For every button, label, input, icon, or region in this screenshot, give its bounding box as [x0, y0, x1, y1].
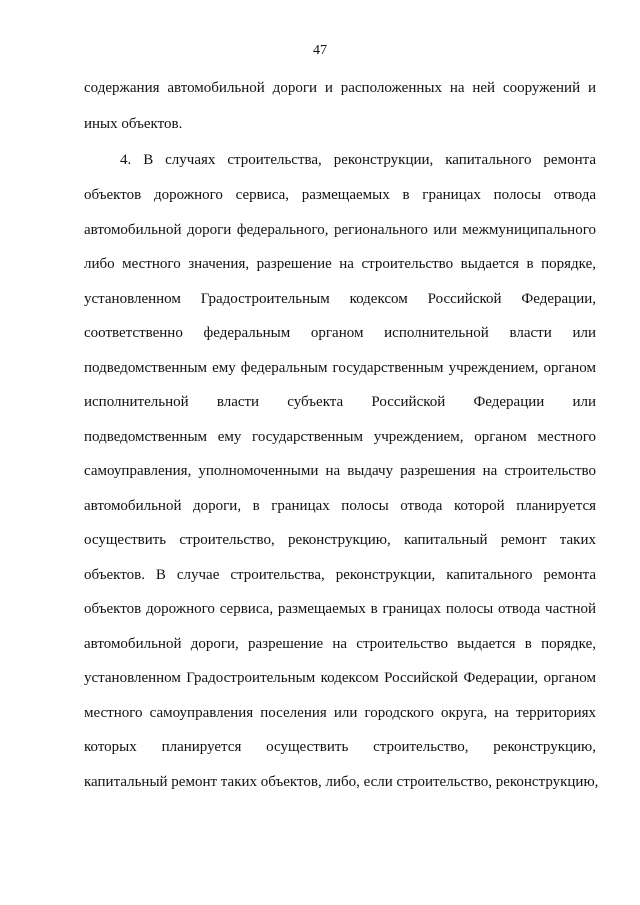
- text-line: либо местного значения, разрешение на строительство выдается в порядке,: [84, 256, 596, 272]
- text-line: установленном Градостроительным кодексом Российской Федерации, органом: [84, 670, 596, 686]
- text-line: местного самоуправления поселения или городского округа, на территориях: [84, 705, 596, 721]
- text-line: содержания автомобильной дороги и расположенных на ней сооружений и: [84, 80, 596, 96]
- text-line: капитальный ремонт таких объектов, либо, если строительство, реконструкцию,: [84, 774, 599, 790]
- text-line: объектов дорожного сервиса, размещаемых в границах полосы отвода частной: [84, 601, 596, 617]
- text-line: подведомственным ему федеральным государственным учреждением, органом: [84, 360, 596, 376]
- text-line: автомобильной дороги федерального, регионального или межмуниципального: [84, 222, 596, 238]
- text-line: соответственно федеральным органом исполнительной власти или: [84, 325, 596, 341]
- text-line: объектов дорожного сервиса, размещаемых в границах полосы отвода: [84, 187, 596, 203]
- page-number: 47: [313, 43, 327, 58]
- text-line: подведомственным ему государственным учреждением, органом местного: [84, 429, 596, 445]
- text-line: автомобильной дороги, разрешение на строительство выдается в порядке,: [84, 636, 596, 652]
- text-line: объектов. В случае строительства, реконструкции, капитального ремонта: [84, 567, 596, 583]
- text-line: самоуправления, уполномоченными на выдачу разрешения на строительство: [84, 463, 596, 479]
- text-line: установленном Градостроительным кодексом Российской Федерации,: [84, 291, 596, 307]
- text-line: которых планируется осуществить строительство, реконструкцию,: [84, 739, 596, 755]
- text-line: иных объектов.: [84, 116, 183, 132]
- text-line: автомобильной дороги, в границах полосы отвода которой планируется: [84, 498, 596, 514]
- text-line: осуществить строительство, реконструкцию, капитальный ремонт таких: [84, 532, 596, 548]
- text-line: исполнительной власти субъекта Российской Федерации или: [84, 394, 596, 410]
- text-line: 4. В случаях строительства, реконструкции, капитального ремонта: [120, 152, 596, 168]
